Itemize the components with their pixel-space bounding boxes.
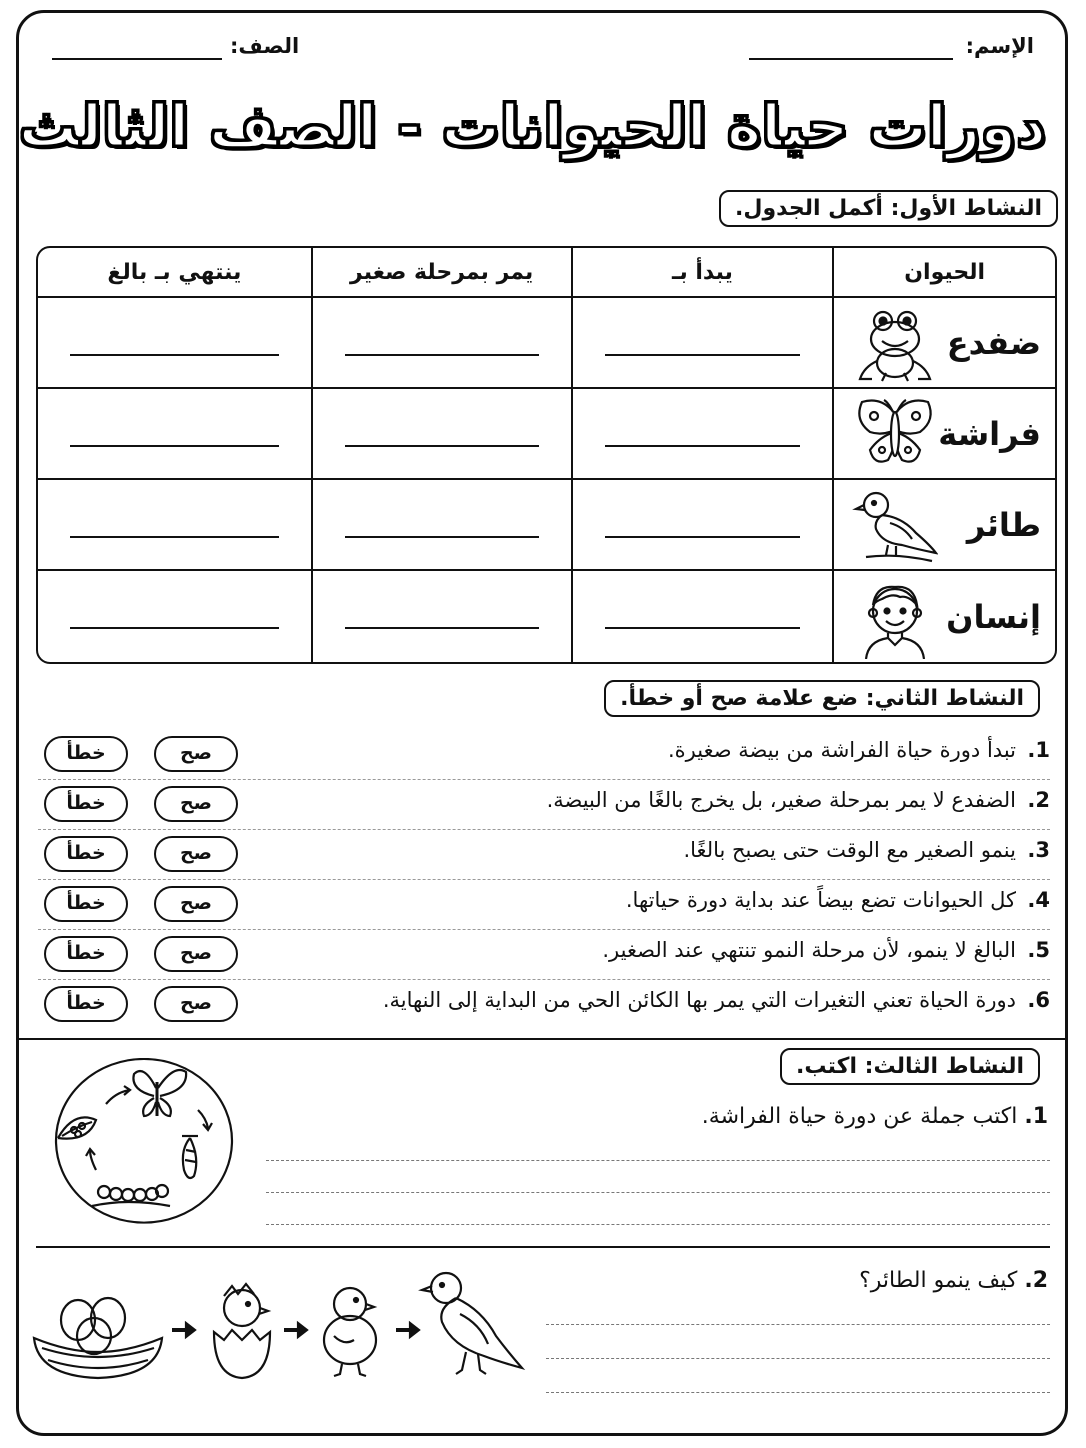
activity1-label: النشاط الأول: — [890, 196, 1042, 221]
false-button[interactable]: خطأ — [44, 986, 128, 1022]
animal-name: فراشة — [938, 414, 1041, 453]
false-button[interactable]: خطأ — [44, 886, 128, 922]
statement-number: 2. — [1027, 788, 1050, 812]
animal-cell — [832, 571, 1055, 662]
activity2-header — [604, 680, 1040, 717]
statement-text: البالغ لا ينمو، لأن مرحلة النمو تنتهي عند الصغير. — [602, 938, 1016, 962]
bird-icon — [852, 483, 938, 567]
class-label: الصف: — [230, 34, 300, 58]
table-row — [38, 480, 1055, 571]
question-number: 1. — [1024, 1104, 1048, 1129]
question-2 — [859, 1268, 1048, 1293]
statement-row — [38, 980, 1050, 1029]
question-1 — [702, 1104, 1048, 1129]
statement-row — [38, 930, 1050, 980]
activity3-header — [780, 1048, 1040, 1085]
answer-line[interactable] — [546, 1358, 1050, 1359]
col-adult-header: ينتهي بـ بالغ — [38, 248, 311, 298]
false-button[interactable]: خطأ — [44, 736, 128, 772]
activity2-label: النشاط الثاني: — [865, 686, 1024, 711]
statement-row — [38, 730, 1050, 780]
statement-text: تبدأ دورة حياة الفراشة من بيضة صغيرة. — [667, 738, 1016, 762]
col-animal-header: الحيوان — [832, 248, 1055, 298]
statement-row — [38, 880, 1050, 930]
name-field[interactable] — [749, 58, 953, 60]
statement-text: الضفدع لا يمر بمرحلة صغير، بل يخرج بالغًا من البيضة. — [546, 788, 1016, 812]
col-young-header: يمر بمرحلة صغير — [311, 248, 571, 298]
page-title: دورات حياة الحيوانات - الصف الثالث — [18, 92, 1046, 160]
table-row — [38, 389, 1055, 480]
animal-cell — [832, 480, 1055, 571]
name-label: الإسم: — [965, 34, 1034, 58]
true-button[interactable]: صح — [154, 836, 238, 872]
class-field[interactable] — [52, 58, 222, 60]
animal-name: ضفدع — [946, 323, 1041, 362]
answer-line[interactable] — [266, 1224, 1050, 1225]
animal-name: طائر — [966, 505, 1041, 544]
question-text: كيف ينمو الطائر؟ — [859, 1268, 1018, 1293]
young-stage-cell[interactable] — [311, 571, 571, 662]
question-number: 2. — [1024, 1268, 1048, 1293]
starts-with-cell[interactable] — [571, 571, 833, 662]
true-button[interactable]: صح — [154, 736, 238, 772]
section-divider — [18, 1038, 1066, 1040]
false-button[interactable]: خطأ — [44, 936, 128, 972]
col-starts-header: يبدأ بـ — [571, 248, 833, 298]
false-button[interactable]: خطأ — [44, 786, 128, 822]
animal-cell — [832, 298, 1055, 389]
true-button[interactable]: صح — [154, 786, 238, 822]
young-stage-cell[interactable] — [311, 480, 571, 571]
starts-with-cell[interactable] — [571, 298, 833, 389]
activity1-header — [719, 190, 1058, 227]
true-button[interactable]: صح — [154, 986, 238, 1022]
section-divider — [36, 1246, 1050, 1248]
adult-cell[interactable] — [38, 480, 311, 571]
statement-number: 5. — [1027, 938, 1050, 962]
statement-number: 6. — [1027, 988, 1050, 1012]
activity3-instruction: اكتب. — [796, 1054, 857, 1079]
statement-row — [38, 830, 1050, 880]
statement-number: 4. — [1027, 888, 1050, 912]
answer-line[interactable] — [266, 1192, 1050, 1193]
frog-icon — [852, 301, 938, 385]
adult-cell[interactable] — [38, 571, 311, 662]
statement-number: 3. — [1027, 838, 1050, 862]
table-row — [38, 298, 1055, 389]
boy-icon — [852, 575, 938, 659]
bird-growth-sequence-icon — [28, 1266, 528, 1390]
statement-number: 1. — [1027, 738, 1050, 762]
young-stage-cell[interactable] — [311, 298, 571, 389]
starts-with-cell[interactable] — [571, 389, 833, 480]
statement-text: دورة الحياة تعني التغيرات التي يمر بها الكائن الحي من البداية إلى النهاية. — [382, 988, 1016, 1012]
activity1-instruction: أكمل الجدول. — [735, 196, 883, 221]
statement-text: ينمو الصغير مع الوقت حتى يصبح بالغًا. — [683, 838, 1016, 862]
life-cycle-table — [36, 246, 1057, 664]
animal-cell — [832, 389, 1055, 480]
young-stage-cell[interactable] — [311, 389, 571, 480]
animal-name: إنسان — [946, 597, 1041, 636]
answer-line[interactable] — [546, 1392, 1050, 1393]
question-text: اكتب جملة عن دورة حياة الفراشة. — [701, 1104, 1018, 1129]
butterfly-life-cycle-icon — [48, 1058, 240, 1224]
activity2-instruction: ضع علامة صح أو خطأ. — [620, 686, 859, 711]
answer-line[interactable] — [266, 1160, 1050, 1161]
activity3-label: النشاط الثالث: — [864, 1054, 1024, 1079]
starts-with-cell[interactable] — [571, 480, 833, 571]
butterfly-icon — [852, 392, 938, 476]
answer-line[interactable] — [546, 1324, 1050, 1325]
false-button[interactable]: خطأ — [44, 836, 128, 872]
adult-cell[interactable] — [38, 298, 311, 389]
statement-text: كل الحيوانات تضع بيضاً عند بداية دورة حياتها. — [625, 888, 1016, 912]
adult-cell[interactable] — [38, 389, 311, 480]
table-row — [38, 571, 1055, 662]
true-button[interactable]: صح — [154, 886, 238, 922]
statement-row — [38, 780, 1050, 830]
true-button[interactable]: صح — [154, 936, 238, 972]
